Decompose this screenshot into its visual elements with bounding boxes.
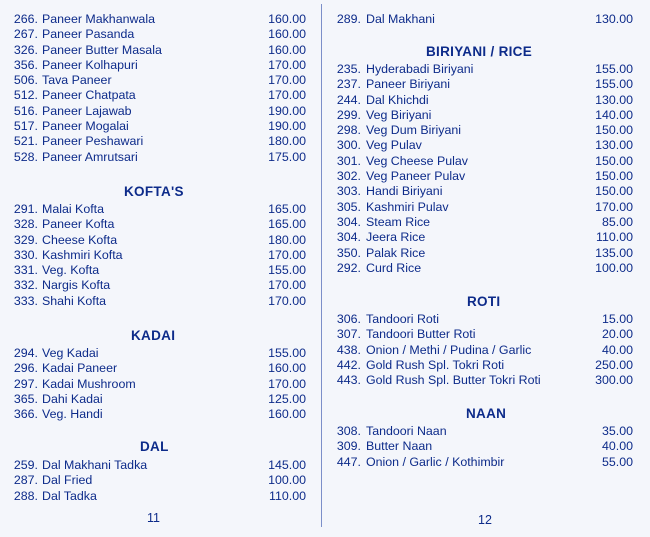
menu-item-price: 160.00 bbox=[268, 361, 306, 376]
menu-item-price: 170.00 bbox=[268, 73, 306, 88]
menu-item-code: 299. bbox=[336, 107, 361, 122]
menu-item-code: 300. bbox=[336, 138, 361, 153]
menu-item-code: 447. bbox=[336, 454, 361, 469]
menu-item-code: 350. bbox=[336, 245, 361, 260]
menu-item-price: 300.00 bbox=[595, 373, 633, 388]
menu-item bbox=[0, 12, 320, 27]
menu-item-price: 145.00 bbox=[268, 458, 306, 472]
menu-item-name: Dal Khichdi bbox=[366, 92, 429, 107]
menu-item-code: 330. bbox=[13, 247, 38, 262]
menu-item-price: 155.00 bbox=[268, 346, 306, 360]
menu-item-price: 140.00 bbox=[595, 107, 633, 122]
menu-item-price: 170.00 bbox=[268, 247, 306, 262]
menu-item-name: Paneer Chatpata bbox=[42, 88, 136, 103]
roti-heading: ROTI bbox=[467, 294, 501, 309]
menu-item-name: Handi Biriyani bbox=[366, 184, 443, 199]
menu-item-price: 170.00 bbox=[268, 88, 306, 103]
menu-item-code: 301. bbox=[336, 153, 361, 168]
menu-item bbox=[0, 119, 320, 134]
menu-item-code: 516. bbox=[13, 103, 38, 118]
menu-item-price: 165.00 bbox=[268, 202, 306, 216]
menu-item-name: Tandoori Naan bbox=[366, 424, 447, 438]
menu-item bbox=[322, 77, 650, 92]
menu-item-price: 150.00 bbox=[595, 153, 633, 168]
menu-item-code: 521. bbox=[13, 134, 38, 149]
biriyani-heading: BIRIYANI / RICE bbox=[426, 44, 533, 59]
menu-item bbox=[322, 12, 650, 27]
menu-item bbox=[0, 294, 320, 309]
menu-item-name: Cheese Kofta bbox=[42, 232, 118, 247]
menu-item-code: 292. bbox=[336, 260, 361, 275]
menu-item-code: 304. bbox=[336, 214, 361, 229]
menu-item-price: 175.00 bbox=[268, 149, 306, 164]
menu-item-price: 165.00 bbox=[268, 217, 306, 232]
menu-item-price: 150.00 bbox=[595, 184, 633, 199]
menu-item-price: 160.00 bbox=[268, 407, 306, 422]
menu-item bbox=[322, 246, 650, 261]
menu-item-code: 326. bbox=[13, 42, 38, 57]
menu-item-code: 438. bbox=[336, 342, 361, 357]
menu-item-name: Paneer Kofta bbox=[42, 217, 115, 232]
menu-item-code: 237. bbox=[336, 77, 361, 92]
menu-item-code: 266. bbox=[13, 12, 38, 26]
menu-item-name: Onion / Garlic / Kothimbir bbox=[366, 454, 505, 469]
menu-item-name: Tandoori Butter Roti bbox=[366, 327, 476, 342]
menu-item-price: 20.00 bbox=[601, 327, 633, 342]
menu-item-name: Veg Kadai bbox=[42, 346, 99, 360]
menu-item-price: 155.00 bbox=[268, 263, 306, 278]
menu-item-price: 110.00 bbox=[269, 488, 306, 503]
menu-item-price: 170.00 bbox=[268, 376, 306, 391]
menu-item-price: 190.00 bbox=[268, 119, 306, 134]
left-menu-page bbox=[0, 0, 320, 537]
menu-item-code: 517. bbox=[13, 119, 38, 134]
menu-item bbox=[322, 455, 650, 470]
menu-item-name: Paneer Butter Masala bbox=[42, 42, 162, 57]
menu-item-code: 329. bbox=[13, 232, 38, 247]
menu-item-name: Steam Rice bbox=[366, 214, 431, 229]
menu-item-price: 130.00 bbox=[595, 12, 633, 26]
menu-item-name: Hyderabadi Biriyani bbox=[366, 62, 474, 76]
menu-item-name: Veg Biriyani bbox=[366, 107, 432, 122]
menu-item bbox=[0, 43, 320, 58]
menu-item-code: 328. bbox=[13, 217, 38, 232]
menu-item-price: 35.00 bbox=[601, 424, 633, 438]
menu-item-code: 296. bbox=[13, 361, 38, 376]
menu-item-name: Kashmiri Kofta bbox=[42, 247, 123, 262]
menu-item bbox=[322, 184, 650, 199]
menu-item-name: Kadai Mushroom bbox=[42, 376, 136, 391]
menu-item-code: 506. bbox=[13, 73, 38, 88]
menu-item-name: Veg Dum Biriyani bbox=[366, 123, 462, 138]
menu-item-price: 130.00 bbox=[595, 92, 633, 107]
menu-item-name: Paneer Kolhapuri bbox=[42, 57, 138, 72]
menu-item bbox=[0, 489, 320, 504]
menu-item-name: Palak Rice bbox=[366, 245, 426, 260]
naan-section bbox=[322, 424, 650, 470]
menu-item-code: 309. bbox=[336, 439, 361, 454]
kadai-heading: KADAI bbox=[131, 328, 176, 343]
menu-item-code: 305. bbox=[336, 199, 361, 214]
menu-item bbox=[322, 108, 650, 123]
menu-item bbox=[322, 93, 650, 108]
menu-item bbox=[0, 233, 320, 248]
kadai-section bbox=[0, 346, 320, 422]
menu-item-name: Paneer Amrutsari bbox=[42, 149, 138, 164]
menu-item-name: Gold Rush Spl. Butter Tokri Roti bbox=[366, 373, 541, 388]
menu-item-price: 160.00 bbox=[268, 12, 306, 26]
menu-item bbox=[0, 248, 320, 263]
menu-item-code: 297. bbox=[13, 376, 38, 391]
menu-item-price: 155.00 bbox=[595, 77, 633, 92]
menu-item-code: 244. bbox=[336, 92, 361, 107]
menu-item-name: Paneer Makhanwala bbox=[42, 12, 155, 26]
menu-item-name: Paneer Biriyani bbox=[366, 77, 451, 92]
menu-item bbox=[0, 202, 320, 217]
biriyani-section bbox=[322, 62, 650, 276]
menu-item-price: 85.00 bbox=[601, 214, 633, 229]
right-menu-page bbox=[322, 0, 650, 537]
menu-item-name: Dal Tadka bbox=[42, 488, 97, 503]
menu-item-name: Veg Pulav bbox=[366, 138, 422, 153]
menu-item-price: 110.00 bbox=[596, 230, 633, 245]
menu-item-name: Paneer Peshawari bbox=[42, 134, 144, 149]
menu-item bbox=[322, 138, 650, 153]
menu-item bbox=[0, 392, 320, 407]
menu-item bbox=[0, 217, 320, 232]
menu-item-name: Onion / Methi / Pudina / Garlic bbox=[366, 342, 532, 357]
menu-item-name: Dahi Kadai bbox=[42, 391, 103, 406]
menu-item-price: 40.00 bbox=[601, 439, 633, 454]
menu-item bbox=[0, 407, 320, 422]
menu-item-code: 443. bbox=[336, 373, 361, 388]
menu-item-name: Veg Paneer Pulav bbox=[366, 169, 466, 184]
menu-item-code: 528. bbox=[13, 149, 38, 164]
menu-item-name: Veg. Handi bbox=[42, 407, 103, 422]
menu-item-price: 125.00 bbox=[268, 391, 306, 406]
kofta-heading: KOFTA'S bbox=[124, 184, 184, 199]
menu-item-code: 267. bbox=[13, 27, 38, 42]
menu-item bbox=[322, 358, 650, 373]
menu-item bbox=[0, 104, 320, 119]
menu-item-price: 170.00 bbox=[595, 199, 633, 214]
menu-item-price: 250.00 bbox=[595, 357, 633, 372]
menu-item bbox=[322, 373, 650, 388]
menu-item-name: Paneer Mogalai bbox=[42, 119, 129, 134]
menu-item-name: Nargis Kofta bbox=[42, 278, 111, 293]
menu-item-price: 170.00 bbox=[268, 293, 306, 308]
menu-item-name: Tandoori Roti bbox=[366, 312, 440, 326]
roti-section bbox=[322, 312, 650, 388]
menu-item bbox=[0, 27, 320, 42]
menu-item-name: Dal Makhani Tadka bbox=[42, 458, 148, 472]
menu-item-name: Jeera Rice bbox=[366, 230, 426, 245]
menu-item bbox=[0, 458, 320, 473]
menu-item-code: 365. bbox=[13, 391, 38, 406]
menu-item-name: Veg Cheese Pulav bbox=[366, 153, 468, 168]
menu-item-price: 160.00 bbox=[268, 27, 306, 42]
menu-item-name: Paneer Pasanda bbox=[42, 27, 135, 42]
menu-item-code: 294. bbox=[13, 346, 38, 360]
menu-item-name: Dal Makhani bbox=[366, 12, 435, 26]
menu-item-price: 155.00 bbox=[595, 62, 633, 76]
menu-item-name: Dal Fried bbox=[42, 473, 93, 488]
menu-item-code: 512. bbox=[13, 88, 38, 103]
menu-item-code: 289. bbox=[336, 12, 361, 26]
menu-item bbox=[322, 439, 650, 454]
menu-item-price: 15.00 bbox=[601, 312, 633, 326]
menu-item-code: 287. bbox=[13, 473, 38, 488]
menu-item-code: 303. bbox=[336, 184, 361, 199]
menu-item bbox=[322, 123, 650, 138]
paneer-section bbox=[0, 12, 320, 165]
menu-item-code: 306. bbox=[336, 312, 361, 326]
menu-item-code: 333. bbox=[13, 293, 38, 308]
menu-item-price: 170.00 bbox=[268, 278, 306, 293]
menu-item-price: 150.00 bbox=[595, 169, 633, 184]
menu-item-code: 291. bbox=[13, 202, 38, 216]
menu-item-price: 100.00 bbox=[595, 260, 633, 275]
menu-item bbox=[322, 215, 650, 230]
menu-item bbox=[0, 88, 320, 103]
menu-item bbox=[0, 150, 320, 165]
menu-item bbox=[0, 377, 320, 392]
menu-item-code: 366. bbox=[13, 407, 38, 422]
menu-item bbox=[322, 261, 650, 276]
menu-item-code: 304. bbox=[336, 230, 361, 245]
menu-item bbox=[0, 346, 320, 361]
menu-item-code: 442. bbox=[336, 357, 361, 372]
menu-item-name: Tava Paneer bbox=[42, 73, 112, 88]
menu-item-code: 331. bbox=[13, 263, 38, 278]
menu-item bbox=[322, 200, 650, 215]
menu-item-code: 259. bbox=[13, 458, 38, 472]
menu-item bbox=[0, 473, 320, 488]
menu-item-code: 308. bbox=[336, 424, 361, 438]
menu-item bbox=[0, 361, 320, 376]
naan-heading: NAAN bbox=[466, 406, 507, 421]
menu-item-name: Butter Naan bbox=[366, 439, 433, 454]
menu-item-code: 288. bbox=[13, 488, 38, 503]
dal-section bbox=[0, 458, 320, 504]
menu-item-name: Malai Kofta bbox=[42, 202, 104, 216]
menu-item bbox=[322, 343, 650, 358]
menu-item-name: Paneer Lajawab bbox=[42, 103, 132, 118]
menu-item-price: 100.00 bbox=[268, 473, 306, 488]
menu-item-name: Kashmiri Pulav bbox=[366, 199, 449, 214]
menu-item-price: 40.00 bbox=[601, 342, 633, 357]
menu-item-name: Kadai Paneer bbox=[42, 361, 118, 376]
menu-item bbox=[0, 263, 320, 278]
menu-item-price: 180.00 bbox=[268, 134, 306, 149]
menu-item-price: 135.00 bbox=[595, 245, 633, 260]
menu-item-code: 356. bbox=[13, 57, 38, 72]
menu-item bbox=[322, 424, 650, 439]
menu-item-price: 55.00 bbox=[601, 454, 633, 469]
page-number: 12 bbox=[478, 513, 492, 527]
menu-item bbox=[0, 58, 320, 73]
dal-makhani-section bbox=[322, 12, 650, 27]
menu-item-name: Shahi Kofta bbox=[42, 293, 107, 308]
menu-item-price: 130.00 bbox=[595, 138, 633, 153]
menu-item-price: 150.00 bbox=[595, 123, 633, 138]
menu-item-code: 302. bbox=[336, 169, 361, 184]
menu-item-name: Gold Rush Spl. Tokri Roti bbox=[366, 357, 505, 372]
menu-item-price: 170.00 bbox=[268, 57, 306, 72]
menu-item-code: 298. bbox=[336, 123, 361, 138]
menu-item bbox=[322, 312, 650, 327]
menu-item bbox=[0, 134, 320, 149]
menu-item-name: Veg. Kofta bbox=[42, 263, 100, 278]
menu-item bbox=[0, 73, 320, 88]
menu-item bbox=[322, 230, 650, 245]
menu-item-code: 235. bbox=[336, 62, 361, 76]
menu-item bbox=[322, 327, 650, 342]
dal-heading: DAL bbox=[140, 439, 169, 454]
menu-item-price: 180.00 bbox=[268, 232, 306, 247]
page-number: 11 bbox=[147, 511, 160, 525]
menu-item bbox=[0, 278, 320, 293]
kofta-section bbox=[0, 202, 320, 309]
menu-item bbox=[322, 169, 650, 184]
menu-item bbox=[322, 62, 650, 77]
menu-item-code: 332. bbox=[13, 278, 38, 293]
menu-item-name: Curd Rice bbox=[366, 260, 422, 275]
menu-item bbox=[322, 154, 650, 169]
menu-item-price: 190.00 bbox=[268, 103, 306, 118]
menu-item-price: 160.00 bbox=[268, 42, 306, 57]
menu-item-code: 307. bbox=[336, 327, 361, 342]
